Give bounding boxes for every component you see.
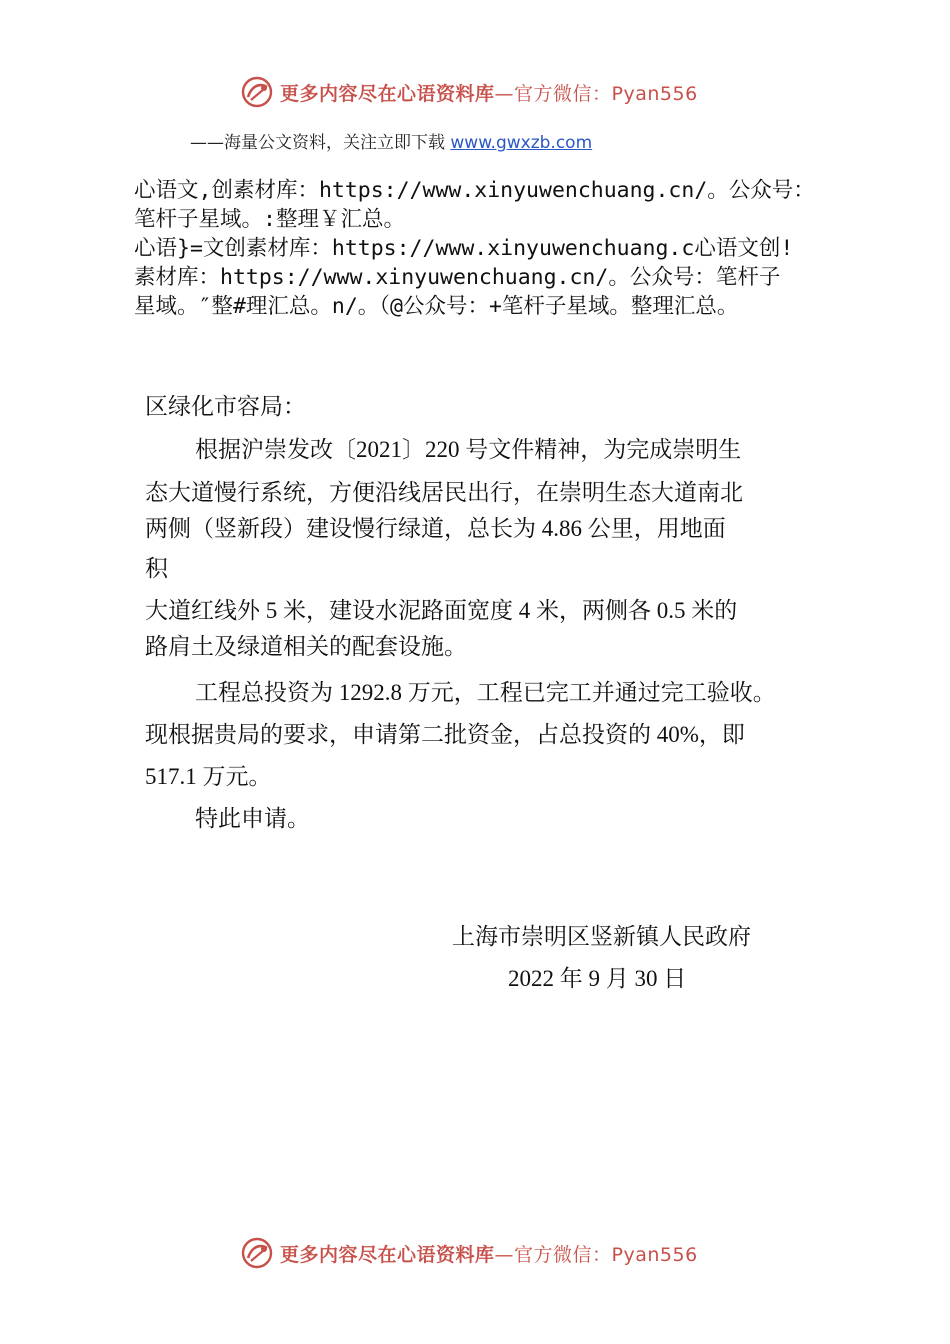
- body-line: 517.1 万元。: [145, 764, 272, 789]
- footer-banner: [240, 1233, 698, 1273]
- banner-sub: —官方微信：Pyan556: [494, 1243, 698, 1266]
- tagline: [190, 128, 592, 153]
- letter-date: 2022 年 9 月 30 日: [508, 966, 687, 991]
- banner-text: [280, 79, 698, 106]
- banner-main: 更多内容尽在心语资料库: [280, 82, 495, 105]
- signer-name: 上海市崇明区竖新镇人民政府: [452, 924, 751, 949]
- tagline-link[interactable]: www.gwxzb.com: [450, 133, 593, 153]
- body-line: 现根据贵局的要求，申请第二批资金，占总投资的 40%，即: [145, 722, 745, 747]
- body-line: 积: [145, 556, 168, 581]
- banner-main: 更多内容尽在心语资料库: [280, 1243, 495, 1266]
- brand-logo-icon: [240, 1236, 274, 1270]
- promo-line: 心语}=文创素材库：https://www.xinyuwenchuang.c心语文创!: [134, 236, 794, 261]
- body-line: 工程总投资为 1292.8 万元，工程已完工并通过完工验收。: [195, 680, 776, 705]
- body-line: 根据沪崇发改〔2021〕220 号文件精神，为完成崇明生: [195, 437, 742, 462]
- closing-line: 特此申请。: [195, 806, 310, 831]
- banner-text: [280, 1240, 698, 1267]
- promo-block: [134, 176, 874, 321]
- body-line: 路肩土及绿道相关的配套设施。: [145, 634, 467, 659]
- promo-line: 笔杆子星域。:整理￥汇总。: [134, 207, 405, 232]
- promo-line: 素材库：https://www.xinyuwenchuang.cn/。公众号：笔杆子: [134, 265, 781, 290]
- promo-line: 心语文,创素材库：https://www.xinyuwenchuang.cn/。公众号：: [134, 178, 815, 203]
- banner-sub: —官方微信：Pyan556: [494, 82, 698, 105]
- header-banner: [240, 72, 698, 112]
- brand-logo-icon: [240, 75, 274, 109]
- body-line: 两侧（竖新段）建设慢行绿道，总长为 4.86 公里，用地面: [145, 516, 726, 541]
- body-line: 大道红线外 5 米，建设水泥路面宽度 4 米，两侧各 0.5 米的: [145, 598, 738, 623]
- body-line: 态大道慢行系统，方便沿线居民出行，在崇明生态大道南北: [145, 480, 743, 505]
- tagline-text: ——海量公文资料，关注立即下载: [190, 133, 451, 153]
- promo-line: 星域。″整#理汇总。n/。（@公众号：+笔杆子星域。整理汇总。: [134, 294, 739, 319]
- salutation: 区绿化市容局：: [145, 394, 306, 419]
